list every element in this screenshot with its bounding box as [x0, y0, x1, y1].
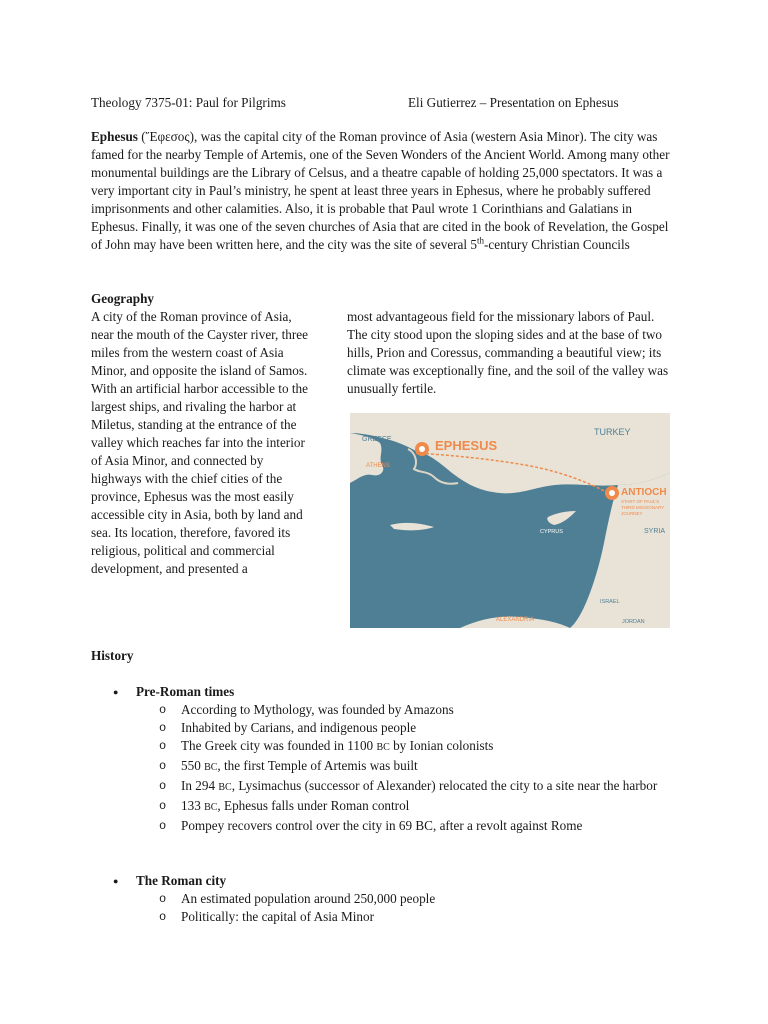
label-israel: ISRAEL [600, 599, 620, 605]
roman-city-title: The Roman city [136, 873, 227, 888]
intro-greek: (Ἔφεσος) [137, 129, 195, 144]
history-heading: History [91, 648, 134, 663]
intro-term: Ephesus [91, 129, 138, 144]
history-list-pre-roman [91, 683, 691, 835]
label-turkey: TURKEY [594, 427, 631, 437]
list-item: o Politically: the capital of Asia Minor [136, 908, 681, 926]
label-greece: GREECE [362, 436, 392, 443]
intro-paragraph [91, 128, 681, 254]
intro-end: -century Christian Councils [483, 237, 630, 252]
list-item: o Inhabited by Carians, and indigenous people [136, 719, 681, 737]
list-item [91, 683, 691, 835]
list-item: o Pompey recovers control over the city in 69 BC, after a revolt against Rome [136, 817, 681, 835]
geography-column-right: most advantageous field for the missionary labors of Paul. The city stood upon the sloping sides and at the base of two hills, Prion and Coressus, commanding a beautiful view; its climate was exceptionally fine, and the soil of the valley was unusually fertile. [347, 309, 669, 396]
label-ephesus: EPHESUS [435, 438, 498, 453]
label-antioch: ANTIOCH [621, 487, 667, 498]
history-list-roman [91, 872, 691, 926]
label-alexandria: ALEXANDRIA [496, 617, 535, 623]
label-syria: SYRIA [644, 528, 666, 535]
presenter-title: Eli Gutierrez – Presentation on Ephesus [408, 95, 619, 110]
list-item: o In 294 BC, Lysimachus (successor of Alexander) relocated the city to a site near the harbor [136, 777, 681, 797]
label-cyprus: CYPRUS [540, 529, 563, 535]
list-item [91, 872, 691, 926]
intro-text: , was the capital city of the Roman province of Asia (western Asia Minor). The city was famed for the nearby Temple of Artemis, one of the Seven Wonders of the Ancient World. Among many other monumental buildings are the Library of Celsus, and a theatre capable of holding 25,000 spectators. It was a very important city in Paul’s ministry, he spent at least three years in Ephesus, where he probably suffered imprisonments and other calamities. Also, it is probable that Paul wrote 1 Corinthians and Galatians in Ephesus. Finally, it was one of the seven churches of Asia that are cited in the book of Revelation, the Gospel of John may have been written here, and the city was the site of several 5 [91, 129, 670, 252]
label-antioch-sub3: JOURNEY [621, 511, 643, 516]
roman-city-sublist [136, 890, 691, 926]
pre-roman-sublist [136, 701, 691, 835]
geography-column-left: A city of the Roman province of Asia, near the mouth of the Cayster river, three miles from the western coast of Asia Minor, and opposite the island of Samos. With an artificial harbor accessible to the largest ships, and rivaling the harbor at Miletus, standing at the entrance of the valley which reaches far into the interior of Asia Minor, and connected by highways with the chief cities of the province, Ephesus was the most easily accessible city in Asia, both by land and sea. Its location, therefore, favored its religious, political and commercial development, and presented a [91, 309, 308, 576]
list-item: o 133 BC, Ephesus falls under Roman control [136, 797, 681, 817]
course-title: Theology 7375-01: Paul for Pilgrims [91, 95, 286, 110]
list-item: o An estimated population around 250,000 people [136, 890, 681, 908]
intro-sup: th [476, 235, 484, 246]
geography-heading: Geography [91, 291, 155, 306]
label-jordan: JORDAN [622, 619, 645, 625]
label-athens: ATHENS [366, 463, 390, 469]
label-antioch-sub2: THIRD MISSIONARY [621, 505, 665, 510]
list-item: o 550 BC, the first Temple of Artemis was built [136, 757, 681, 777]
list-item: o The Greek city was founded in 1100 BC by Ionian colonists [136, 737, 681, 757]
map-image [350, 413, 670, 628]
pre-roman-title: Pre-Roman times [136, 684, 235, 699]
label-antioch-sub1: START OF PAUL'S [621, 499, 660, 504]
page-header [91, 94, 691, 112]
list-item: o According to Mythology, was founded by Amazons [136, 701, 681, 719]
